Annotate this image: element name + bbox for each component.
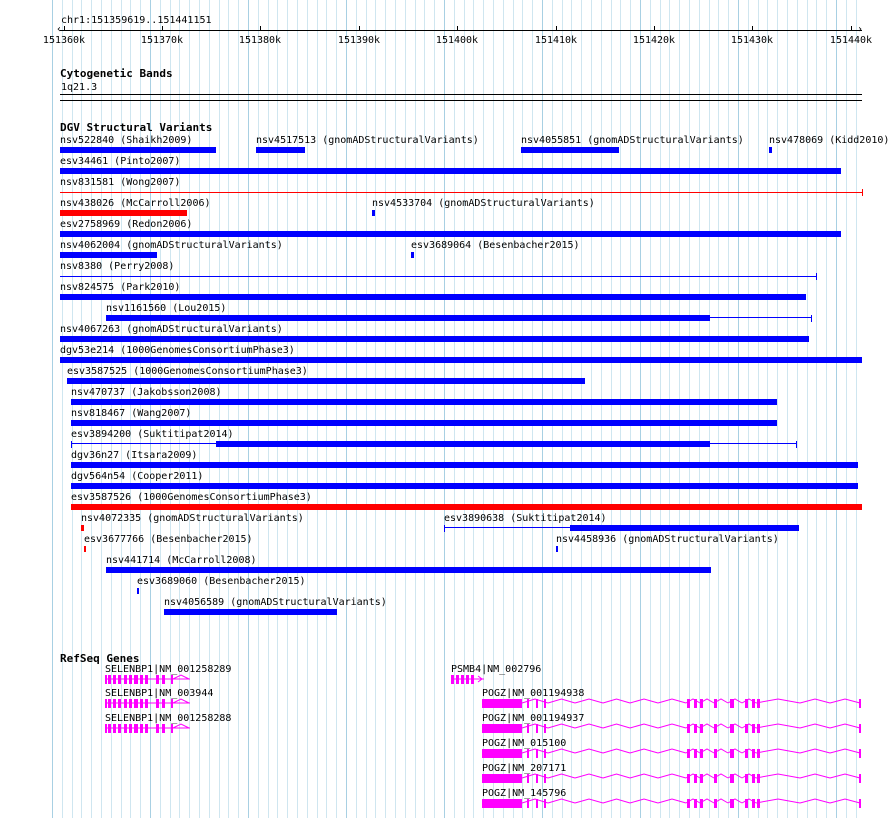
gene-exon — [730, 724, 734, 733]
gene-intron — [658, 724, 686, 728]
gene-label[interactable]: POGZ|NM_145796 — [482, 788, 567, 799]
gene-exon — [456, 675, 459, 684]
gene-exon — [757, 724, 760, 733]
dgv-feature-label[interactable]: nsv4056589 (gnomADStructuralVariants) — [164, 597, 387, 608]
gene-exon — [700, 699, 703, 708]
gene-exon — [471, 675, 474, 684]
dgv-feature-label[interactable]: nsv4458936 (gnomADStructuralVariants) — [556, 534, 779, 545]
gene-exon — [129, 724, 132, 733]
dgv-feature-label[interactable]: dgv36n27 (Itsara2009) — [71, 450, 198, 461]
gene-exon — [859, 774, 861, 783]
gene-exon — [730, 774, 734, 783]
gene-intron — [756, 774, 800, 778]
gene-exon — [859, 799, 861, 808]
gene-exon — [752, 774, 755, 783]
dgv-feature-label[interactable]: esv3890638 (Suktitipat2014) — [444, 513, 607, 524]
gene-exon — [700, 724, 703, 733]
dgv-feature-label[interactable]: esv3587525 (1000GenomesConsortiumPhase3) — [67, 366, 308, 377]
gene-exon — [536, 749, 538, 758]
gene-exon — [700, 774, 703, 783]
gene-exon — [113, 699, 116, 708]
dgv-feature-label[interactable]: nsv441714 (McCarroll2008) — [106, 555, 257, 566]
gene-exon — [687, 724, 690, 733]
gene-intron — [575, 699, 603, 703]
gene-intron — [630, 724, 658, 728]
gene-exon — [482, 699, 522, 708]
gene-exon — [162, 699, 165, 708]
gene-label[interactable]: POGZ|NM_015100 — [482, 738, 567, 749]
gene-exon — [162, 724, 165, 733]
gene-exon — [156, 675, 159, 684]
dgv-feature-label[interactable]: dgv53e214 (1000GenomesConsortiumPhase3) — [60, 345, 295, 356]
gene-exon — [108, 724, 111, 733]
gene-intron — [658, 799, 686, 803]
dgv-feature-label[interactable]: nsv4062004 (gnomADStructuralVariants) — [60, 240, 283, 251]
dgv-feature-label[interactable]: esv3894200 (Suktitipat2014) — [71, 429, 234, 440]
gene-exon — [687, 799, 690, 808]
gene-exon — [745, 699, 748, 708]
dgv-feature-label[interactable]: esv3689060 (Besenbacher2015) — [137, 576, 306, 587]
gene-exon — [714, 749, 717, 758]
gene-intron — [756, 724, 800, 728]
gene-exon — [124, 675, 127, 684]
gene-label[interactable]: SELENBP1|NM_001258288 — [105, 713, 232, 724]
scroll-right-icon[interactable]: › — [857, 24, 864, 35]
gene-exon — [687, 774, 690, 783]
gene-exon — [700, 799, 703, 808]
gene-exon — [105, 675, 107, 684]
gene-exon — [757, 699, 760, 708]
gene-label[interactable]: POGZ|NM_001194937 — [482, 713, 585, 724]
dgv-feature-label[interactable]: nsv4072335 (gnomADStructuralVariants) — [81, 513, 304, 524]
gene-exon — [482, 724, 522, 733]
cytoband-label: 1q21.3 — [61, 82, 98, 93]
gene-exon — [859, 699, 861, 708]
gene-intron — [575, 749, 603, 753]
dgv-feature-label[interactable]: dgv564n54 (Cooper2011) — [71, 471, 204, 482]
refseq-heading: RefSeq Genes — [60, 652, 140, 665]
gene-label[interactable]: SELENBP1|NM_003944 — [105, 688, 214, 699]
gene-exon — [134, 724, 138, 733]
gene-exon — [466, 675, 469, 684]
ruler-tick-label: 151410k — [534, 35, 578, 46]
gene-exon — [694, 699, 697, 708]
gene-intron — [630, 799, 658, 803]
gene-exon — [140, 724, 143, 733]
gene-exon — [694, 799, 697, 808]
gene-intron — [603, 774, 630, 778]
gene-exon — [105, 699, 107, 708]
gene-exon — [482, 799, 522, 808]
gene-intron — [630, 774, 658, 778]
gene-label[interactable]: PSMB4|NM_002796 — [451, 664, 542, 675]
gene-exon — [482, 774, 522, 783]
gene-exon — [124, 724, 127, 733]
gene-exon — [129, 675, 132, 684]
gene-exon — [527, 699, 529, 708]
gene-exon — [544, 749, 546, 758]
gene-label[interactable]: POGZ|NM_207171 — [482, 763, 567, 774]
ruler-tick-label: 151440k — [829, 35, 873, 46]
gene-intron — [575, 774, 603, 778]
gene-intron — [630, 699, 658, 703]
dgv-feature-label[interactable]: nsv1161560 (Lou2015) — [106, 303, 227, 314]
gene-intron — [575, 724, 603, 728]
gene-intron — [548, 749, 575, 753]
gene-exon — [145, 724, 148, 733]
gene-intron — [173, 675, 189, 679]
ruler-tick-label: 151390k — [337, 35, 381, 46]
gene-exon — [113, 675, 116, 684]
gene-exon — [171, 724, 173, 733]
gene-exon — [124, 699, 127, 708]
cytobands-heading: Cytogenetic Bands — [60, 67, 173, 80]
gene-exon — [536, 774, 538, 783]
gene-exon — [134, 675, 138, 684]
dgv-feature-label[interactable]: nsv478069 (Kidd2010) — [769, 135, 890, 146]
dgv-feature-label[interactable]: esv3689064 (Besenbacher2015) — [411, 240, 580, 251]
gene-exon — [745, 749, 748, 758]
gene-exon — [156, 699, 159, 708]
gene-exon — [527, 774, 529, 783]
gene-exon — [134, 699, 138, 708]
ruler-tick-label: 151380k — [238, 35, 282, 46]
gene-intron — [800, 749, 830, 753]
ruler-tick-label: 151400k — [435, 35, 479, 46]
gene-intron — [658, 699, 686, 703]
gene-exon — [145, 675, 148, 684]
gene-exon — [714, 774, 717, 783]
scroll-left-icon[interactable]: ‹ — [56, 24, 63, 35]
gene-exon — [162, 675, 165, 684]
gene-exon — [757, 749, 760, 758]
gene-intron — [603, 749, 630, 753]
gene-exon — [687, 749, 690, 758]
gene-exon — [171, 675, 173, 684]
gene-intron — [830, 749, 860, 753]
ruler-tick-label: 151370k — [140, 35, 184, 46]
gene-exon — [544, 699, 546, 708]
gene-exon — [129, 699, 132, 708]
gene-intron — [548, 799, 575, 803]
gene-exon — [482, 749, 522, 758]
gene-exon — [730, 749, 734, 758]
gene-intron — [756, 749, 800, 753]
ruler-tick-label: 151360k — [42, 35, 86, 46]
gene-exon — [544, 774, 546, 783]
gene-exon — [745, 724, 748, 733]
gene-exon — [745, 774, 748, 783]
gene-intron — [603, 699, 630, 703]
gene-exon — [451, 675, 454, 684]
gene-intron — [548, 699, 575, 703]
dgv-feature-label[interactable]: nsv4533704 (gnomADStructuralVariants) — [372, 198, 595, 209]
gene-exon — [752, 749, 755, 758]
gene-exon — [687, 699, 690, 708]
gene-exon — [544, 799, 546, 808]
gene-intron — [830, 774, 860, 778]
dgv-feature-label[interactable]: nsv831581 (Wong2007) — [60, 177, 181, 188]
gene-exon — [752, 799, 755, 808]
gene-exon — [700, 749, 703, 758]
gene-exon — [171, 699, 173, 708]
gene-intron — [756, 799, 800, 803]
gene-exon — [694, 774, 697, 783]
gene-exon — [140, 699, 143, 708]
ruler-tick-label: 151430k — [730, 35, 774, 46]
gene-intron — [756, 699, 800, 703]
dgv-feature-label[interactable]: nsv470737 (Jakobsson2008) — [71, 387, 222, 398]
gene-exon — [714, 699, 717, 708]
gene-intron — [630, 749, 658, 753]
gene-intron — [830, 724, 860, 728]
gene-intron — [800, 774, 830, 778]
dgv-feature-label[interactable]: esv3587526 (1000GenomesConsortiumPhase3) — [71, 492, 312, 503]
gene-exon — [108, 699, 111, 708]
gene-exon — [694, 724, 697, 733]
gene-exon — [714, 799, 717, 808]
gene-exon — [527, 724, 529, 733]
gene-intron — [658, 774, 686, 778]
gene-exon — [118, 724, 121, 733]
gene-intron — [800, 799, 830, 803]
gene-intron — [658, 749, 686, 753]
dgv-feature-label[interactable]: esv3677766 (Besenbacher2015) — [84, 534, 253, 545]
dgv-feature-label[interactable]: nsv4067263 (gnomADStructuralVariants) — [60, 324, 283, 335]
dgv-feature-label[interactable]: esv2758969 (Redon2006) — [60, 219, 193, 230]
gene-intron — [603, 799, 630, 803]
dgv-feature-label[interactable]: nsv522840 (Shaikh2009) — [60, 135, 193, 146]
gene-intron — [173, 724, 189, 728]
gene-exon — [536, 699, 538, 708]
dgv-feature-label[interactable]: nsv438026 (McCarroll2006) — [60, 198, 211, 209]
gene-exon — [145, 699, 148, 708]
gene-intron — [548, 774, 575, 778]
gene-exon — [694, 749, 697, 758]
gene-exon — [105, 724, 107, 733]
gene-intron — [800, 724, 830, 728]
gene-exon — [156, 724, 159, 733]
dgv-feature-label[interactable]: nsv4055851 (gnomADStructuralVariants) — [521, 135, 744, 146]
gene-exon — [757, 799, 760, 808]
dgv-heading: DGV Structural Variants — [60, 121, 213, 134]
gene-exon — [536, 724, 538, 733]
ruler-tick-label: 151420k — [632, 35, 676, 46]
gene-exon — [714, 724, 717, 733]
gene-intron — [800, 699, 830, 703]
gene-intron — [830, 699, 860, 703]
gene-exon — [752, 699, 755, 708]
gene-exon — [461, 675, 464, 684]
gene-exon — [730, 699, 734, 708]
gene-exon — [118, 699, 121, 708]
gene-exon — [527, 749, 529, 758]
gene-exon — [859, 724, 861, 733]
gene-exon — [108, 675, 111, 684]
gene-exon — [527, 799, 529, 808]
gene-exon — [745, 799, 748, 808]
gene-intron — [548, 724, 575, 728]
dgv-feature-label[interactable]: esv34461 (Pinto2007) — [60, 156, 181, 167]
dgv-feature-label[interactable]: nsv4517513 (gnomADStructuralVariants) — [256, 135, 479, 146]
gene-intron — [575, 799, 603, 803]
dgv-feature-label[interactable]: nsv818467 (Wang2007) — [71, 408, 192, 419]
gene-exon — [859, 749, 861, 758]
gene-exon — [752, 724, 755, 733]
gene-exon — [118, 675, 121, 684]
gene-intron — [830, 799, 860, 803]
dgv-feature-label[interactable]: nsv8380 (Perry2008) — [60, 261, 175, 272]
gene-exon — [113, 724, 116, 733]
gene-label[interactable]: SELENBP1|NM_001258289 — [105, 664, 232, 675]
gene-label[interactable]: POGZ|NM_001194938 — [482, 688, 585, 699]
gene-intron — [173, 699, 189, 703]
gene-exon — [730, 799, 734, 808]
dgv-feature-label[interactable]: nsv824575 (Park2010) — [60, 282, 181, 293]
gene-exon — [536, 799, 538, 808]
region-label: chr1:151359619..151441151 — [61, 15, 212, 26]
gene-exon — [544, 724, 546, 733]
gene-exon — [757, 774, 760, 783]
gene-intron — [603, 724, 630, 728]
gene-exon — [140, 675, 143, 684]
